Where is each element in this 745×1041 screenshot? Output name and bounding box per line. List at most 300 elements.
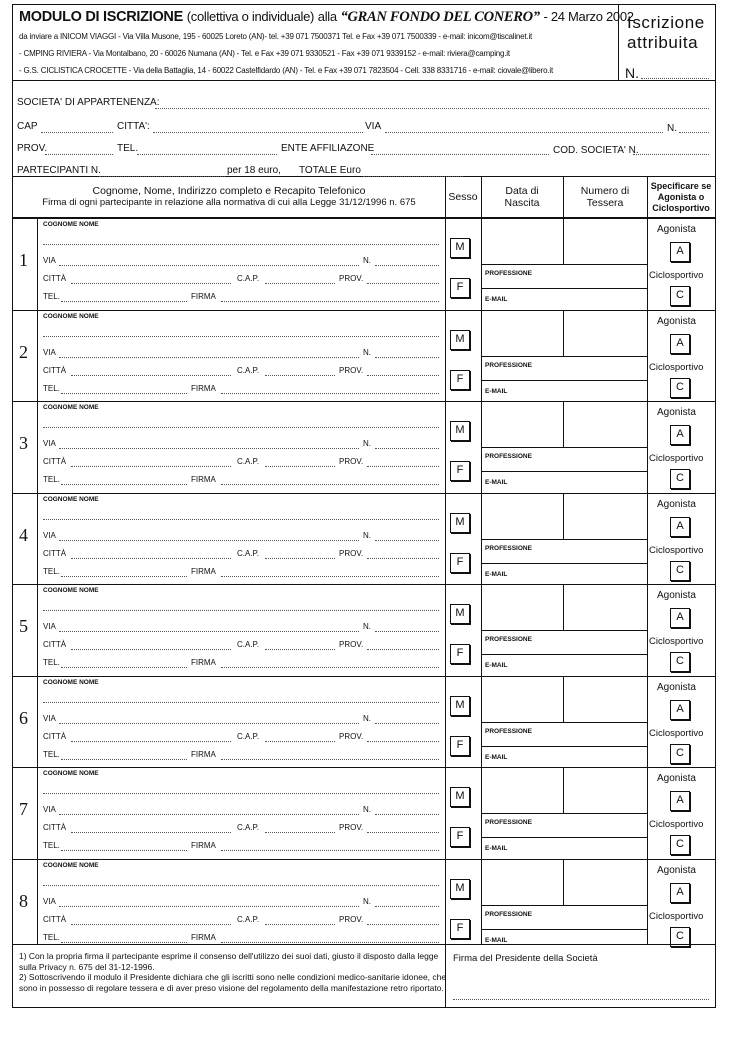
cap-label: C.A.P. <box>237 366 260 375</box>
header-spec-line1: Specificare se <box>650 180 712 191</box>
cell-divider <box>481 539 647 540</box>
tel-label: TEL. <box>43 567 60 576</box>
professione-label: PROFESSIONE <box>485 270 532 277</box>
tel-field[interactable] <box>61 759 187 760</box>
col-divider-numero <box>563 584 564 630</box>
per-label: per 18 euro, <box>227 165 281 176</box>
cell-divider <box>481 929 647 930</box>
tel-field[interactable] <box>61 667 187 668</box>
cell-divider <box>481 813 647 814</box>
cell-divider <box>481 630 647 631</box>
firma-field[interactable] <box>221 484 439 485</box>
row-divider <box>13 493 715 494</box>
firma-label: FIRMA <box>191 475 216 484</box>
n-label: N. <box>363 714 371 723</box>
cod-label: COD. SOCIETA' N. <box>553 145 639 156</box>
prov-field[interactable] <box>45 154 113 155</box>
sex-male-checkbox[interactable]: M <box>450 879 470 899</box>
n-field[interactable] <box>375 265 439 266</box>
cognome-nome-field[interactable] <box>43 519 439 520</box>
header-cognome <box>13 177 445 218</box>
n-field[interactable] <box>375 448 439 449</box>
via-field[interactable] <box>59 357 359 358</box>
agonista-checkbox[interactable]: A <box>670 517 690 537</box>
badge-title <box>627 13 705 53</box>
ciclosportivo-label: Ciclosportivo <box>649 362 704 373</box>
participant-row <box>13 401 715 493</box>
ciclosportivo-checkbox[interactable]: C <box>670 835 690 855</box>
footer-note-1: 1) Con la propria firma il partecipante esprime il consenso dell'utilizzo dei suoi dati, giusto il disposto dalla legge sulla Privacy n. 675 del 31-12-1996. <box>19 951 439 972</box>
col-divider-numero <box>563 859 564 905</box>
badge-number-field[interactable] <box>641 78 709 79</box>
cap-field[interactable] <box>265 466 335 467</box>
contact-line-3: - G.S. CICLISTICA CROCETTE - Via della Battaglia, 14 - 60022 Castelfidardo (AN) - Tel. e Fax +39 071 7823504 - Cell. 338 8331716 - e-mail: ciovale@libero.it <box>19 66 554 75</box>
email-label: E-MAIL <box>485 845 508 852</box>
firma-label: FIRMA <box>191 841 216 850</box>
sex-female-checkbox[interactable]: F <box>450 644 470 664</box>
cognome-nome-field[interactable] <box>43 793 439 794</box>
registration-form <box>12 4 716 1008</box>
participant-row <box>13 676 715 768</box>
prov-field[interactable] <box>367 649 439 650</box>
cap-label: C.A.P. <box>237 457 260 466</box>
n-label: N. <box>363 805 371 814</box>
row-number: 4 <box>19 525 28 545</box>
agonista-checkbox[interactable]: A <box>670 334 690 354</box>
ciclosportivo-label: Ciclosportivo <box>649 636 704 647</box>
sex-female-checkbox[interactable]: F <box>450 461 470 481</box>
footer-divider <box>13 944 715 945</box>
row-number: 7 <box>19 799 28 819</box>
cap-field[interactable] <box>265 283 335 284</box>
via-label: VIA <box>43 897 56 906</box>
prov-label: PROV. <box>339 823 364 832</box>
cognome-nome-label: COGNOME NOME <box>43 679 99 686</box>
citta-field[interactable] <box>71 466 231 467</box>
header-numero-line1: Numero di <box>580 185 630 197</box>
tel-field[interactable] <box>61 484 187 485</box>
professione-label: PROFESSIONE <box>485 819 532 826</box>
badge-line-1: Iscrizione <box>627 13 705 32</box>
cap-field[interactable] <box>265 924 335 925</box>
badge-number-label: N. <box>625 65 639 81</box>
cod-field[interactable] <box>633 154 709 155</box>
cell-divider <box>481 356 647 357</box>
header-data-line1: Data di <box>505 185 539 197</box>
ciclosportivo-label: Ciclosportivo <box>649 728 704 739</box>
title-event: “GRAN FONDO DEL CONERO” <box>340 9 540 25</box>
sex-female-checkbox[interactable]: F <box>450 827 470 847</box>
via-field[interactable] <box>59 631 359 632</box>
tel-field[interactable] <box>137 154 277 155</box>
n-label: N. <box>667 123 677 134</box>
participant-row <box>13 859 715 951</box>
cell-divider <box>481 722 647 723</box>
via-label: VIA <box>365 121 382 132</box>
cap-label: C.A.P. <box>237 915 260 924</box>
cognome-nome-label: COGNOME NOME <box>43 221 99 228</box>
cognome-nome-field[interactable] <box>43 610 439 611</box>
tel-label: TEL. <box>43 384 60 393</box>
via-label: VIA <box>43 622 56 631</box>
citta-field[interactable] <box>71 375 231 376</box>
row-number: 1 <box>19 250 28 270</box>
professione-label: PROFESSIONE <box>485 453 532 460</box>
citta-label: CITTA': <box>117 121 150 132</box>
cell-divider <box>481 746 647 747</box>
sex-female-checkbox[interactable]: F <box>450 370 470 390</box>
col-divider-numero-head <box>563 177 564 218</box>
header-data <box>481 177 563 218</box>
ciclosportivo-checkbox[interactable]: C <box>670 378 690 398</box>
title-paren: (collettiva o individuale) <box>186 9 315 24</box>
tel-field[interactable] <box>61 576 187 577</box>
sex-female-checkbox[interactable]: F <box>450 736 470 756</box>
email-label: E-MAIL <box>485 937 508 944</box>
row-divider <box>13 859 715 860</box>
col-divider-numero <box>563 767 564 813</box>
sex-male-checkbox[interactable]: M <box>450 787 470 807</box>
agonista-label: Agonista <box>657 590 696 601</box>
firma-label: FIRMA <box>191 292 216 301</box>
cell-divider <box>481 380 647 381</box>
ciclosportivo-checkbox[interactable]: C <box>670 469 690 489</box>
col-divider-numero <box>563 676 564 722</box>
header-col1-line2: Firma di ogni partecipante in relazione alla normativa di cui alla Legge 31/12/1996 n. 675 <box>42 197 416 208</box>
prov-label: PROV. <box>339 640 364 649</box>
row-divider <box>13 401 715 402</box>
badge-line-2: attribuita <box>627 33 699 52</box>
citta-label: CITTÀ <box>43 549 67 558</box>
firma-field[interactable] <box>221 667 439 668</box>
via-label: VIA <box>43 348 56 357</box>
header-data-line2: Nascita <box>504 197 540 209</box>
firma-field[interactable] <box>221 393 439 394</box>
tel-field[interactable] <box>61 393 187 394</box>
col-divider-numero <box>563 401 564 447</box>
tel-label: TEL. <box>43 750 60 759</box>
footer-note-2: 2) Sottoscrivendo il modulo il Presidente dichiara che gli iscritti sono nelle condizioni medico-sanitarie idonee, che sono in possesso di regolare tessera e di aver preso visione del regolamento della manifestazione retro riportato. <box>19 972 447 993</box>
n-label: N. <box>363 897 371 906</box>
email-label: E-MAIL <box>485 479 508 486</box>
n-label: N. <box>363 622 371 631</box>
tel-label: TEL. <box>43 658 60 667</box>
header-sesso-text: Sesso <box>448 191 478 203</box>
sex-male-checkbox[interactable]: M <box>450 696 470 716</box>
cap-field[interactable] <box>265 375 335 376</box>
cognome-nome-label: COGNOME NOME <box>43 862 99 869</box>
n-label: N. <box>363 531 371 540</box>
citta-label: CITTÀ <box>43 274 67 283</box>
via-label: VIA <box>43 531 56 540</box>
agonista-label: Agonista <box>657 865 696 876</box>
agonista-checkbox[interactable]: A <box>670 608 690 628</box>
prov-field[interactable] <box>367 924 439 925</box>
prov-field[interactable] <box>367 466 439 467</box>
sex-male-checkbox[interactable]: M <box>450 604 470 624</box>
agonista-checkbox[interactable]: A <box>670 242 690 262</box>
cap-label: C.A.P. <box>237 549 260 558</box>
n-field[interactable] <box>375 357 439 358</box>
totale-label: TOTALE Euro <box>299 165 361 176</box>
row-number: 6 <box>19 708 28 728</box>
professione-label: PROFESSIONE <box>485 728 532 735</box>
prov-field[interactable] <box>367 832 439 833</box>
n-field[interactable] <box>375 540 439 541</box>
cap-field[interactable] <box>265 649 335 650</box>
prov-label: PROV. <box>339 549 364 558</box>
tel-label: TEL. <box>117 143 139 154</box>
cell-divider <box>481 837 647 838</box>
citta-label: CITTÀ <box>43 915 67 924</box>
via-label: VIA <box>43 439 56 448</box>
cap-label: C.A.P. <box>237 274 260 283</box>
form-title <box>19 9 634 26</box>
via-field[interactable] <box>59 906 359 907</box>
title-alla: alla <box>317 9 337 24</box>
ciclosportivo-checkbox[interactable]: C <box>670 927 690 947</box>
prov-field[interactable] <box>367 375 439 376</box>
col-divider-numero <box>563 310 564 356</box>
ente-field[interactable] <box>371 154 549 155</box>
ciclosportivo-label: Ciclosportivo <box>649 545 704 556</box>
row-divider <box>13 676 715 677</box>
prov-field[interactable] <box>367 283 439 284</box>
prov-label: PROV. <box>339 457 364 466</box>
n-field[interactable] <box>375 814 439 815</box>
cognome-nome-label: COGNOME NOME <box>43 404 99 411</box>
title-main: MODULO DI ISCRIZIONE <box>19 9 183 25</box>
n-label: N. <box>363 256 371 265</box>
prov-label: PROV. <box>17 143 48 154</box>
cap-field[interactable] <box>265 558 335 559</box>
ciclosportivo-checkbox[interactable]: C <box>670 561 690 581</box>
n-field[interactable] <box>375 631 439 632</box>
title-date: - 24 Marzo 2002 <box>543 9 634 24</box>
header-numero <box>563 177 647 218</box>
row-number: 8 <box>19 891 28 911</box>
cell-divider <box>481 264 647 265</box>
cognome-nome-label: COGNOME NOME <box>43 770 99 777</box>
header-spec-line2: Agonista o <box>657 191 705 202</box>
societa-label: SOCIETA' DI APPARTENENZA: <box>17 97 160 108</box>
professione-label: PROFESSIONE <box>485 362 532 369</box>
cognome-nome-field[interactable] <box>43 427 439 428</box>
cap-field[interactable] <box>265 741 335 742</box>
prov-label: PROV. <box>339 732 364 741</box>
firma-label: FIRMA <box>191 567 216 576</box>
sex-female-checkbox[interactable]: F <box>450 278 470 298</box>
professione-label: PROFESSIONE <box>485 545 532 552</box>
cap-label: C.A.P. <box>237 640 260 649</box>
via-label: VIA <box>43 805 56 814</box>
registration-badge <box>619 5 715 81</box>
firma-label: FIRMA <box>191 658 216 667</box>
firma-field[interactable] <box>221 576 439 577</box>
citta-label: CITTÀ <box>43 366 67 375</box>
email-label: E-MAIL <box>485 296 508 303</box>
cognome-nome-field[interactable] <box>43 885 439 886</box>
cap-label: CAP <box>17 121 38 132</box>
societa-field[interactable] <box>155 108 709 109</box>
row-divider <box>13 767 715 768</box>
row-divider <box>13 310 715 311</box>
tel-label: TEL. <box>43 933 60 942</box>
participant-row <box>13 310 715 402</box>
sex-male-checkbox[interactable]: M <box>450 330 470 350</box>
ciclosportivo-label: Ciclosportivo <box>649 911 704 922</box>
col-divider-numero <box>563 218 564 264</box>
row-number: 5 <box>19 616 28 636</box>
sex-male-checkbox[interactable]: M <box>450 238 470 258</box>
agonista-label: Agonista <box>657 773 696 784</box>
tel-field[interactable] <box>61 942 187 943</box>
cell-divider <box>481 447 647 448</box>
citta-field[interactable] <box>71 649 231 650</box>
via-field[interactable] <box>59 814 359 815</box>
ente-label: ENTE AFFILIAZONE <box>281 143 375 154</box>
citta-label: CITTÀ <box>43 640 67 649</box>
citta-label: CITTÀ <box>43 823 67 832</box>
footer-notes <box>19 951 449 993</box>
ciclosportivo-checkbox[interactable]: C <box>670 286 690 306</box>
tel-label: TEL. <box>43 475 60 484</box>
prov-field[interactable] <box>367 558 439 559</box>
presidente-signature-field[interactable] <box>453 999 709 1000</box>
citta-field[interactable] <box>71 283 231 284</box>
citta-field[interactable] <box>153 132 363 133</box>
header-sesso <box>445 177 481 218</box>
agonista-label: Agonista <box>657 499 696 510</box>
cap-label: C.A.P. <box>237 823 260 832</box>
agonista-label: Agonista <box>657 316 696 327</box>
via-field[interactable] <box>385 132 663 133</box>
firma-label: FIRMA <box>191 384 216 393</box>
email-label: E-MAIL <box>485 754 508 761</box>
sex-male-checkbox[interactable]: M <box>450 513 470 533</box>
n-field[interactable] <box>375 906 439 907</box>
firma-field[interactable] <box>221 759 439 760</box>
agonista-checkbox[interactable]: A <box>670 883 690 903</box>
row-divider <box>13 218 715 219</box>
header-specificare <box>647 177 715 218</box>
n-label: N. <box>363 348 371 357</box>
ciclosportivo-label: Ciclosportivo <box>649 819 704 830</box>
sex-female-checkbox[interactable]: F <box>450 919 470 939</box>
email-label: E-MAIL <box>485 571 508 578</box>
participant-row <box>13 767 715 859</box>
prov-label: PROV. <box>339 915 364 924</box>
header-spec-line3: Ciclosportivo <box>652 202 710 213</box>
cognome-nome-field[interactable] <box>43 244 439 245</box>
citta-field[interactable] <box>71 741 231 742</box>
sex-male-checkbox[interactable]: M <box>450 421 470 441</box>
sex-female-checkbox[interactable]: F <box>450 553 470 573</box>
form-header <box>13 5 634 81</box>
header-col1-line1: Cognome, Nome, Indirizzo completo e Recapito Telefonico <box>92 185 366 197</box>
ciclosportivo-checkbox[interactable]: C <box>670 744 690 764</box>
cap-field[interactable] <box>41 132 113 133</box>
participant-row <box>13 218 715 310</box>
tel-field[interactable] <box>61 301 187 302</box>
via-label: VIA <box>43 714 56 723</box>
agonista-checkbox[interactable]: A <box>670 425 690 445</box>
via-field[interactable] <box>59 540 359 541</box>
cognome-nome-field[interactable] <box>43 336 439 337</box>
email-label: E-MAIL <box>485 662 508 669</box>
agonista-label: Agonista <box>657 407 696 418</box>
participant-row <box>13 584 715 676</box>
via-field[interactable] <box>59 723 359 724</box>
cognome-nome-label: COGNOME NOME <box>43 313 99 320</box>
n-label: N. <box>363 439 371 448</box>
row-number: 3 <box>19 433 28 453</box>
society-section <box>13 81 715 177</box>
agonista-label: Agonista <box>657 682 696 693</box>
via-field[interactable] <box>59 448 359 449</box>
via-label: VIA <box>43 256 56 265</box>
cognome-nome-label: COGNOME NOME <box>43 496 99 503</box>
professione-label: PROFESSIONE <box>485 636 532 643</box>
cognome-nome-label: COGNOME NOME <box>43 587 99 594</box>
agonista-checkbox[interactable]: A <box>670 700 690 720</box>
col-divider-numero <box>563 493 564 539</box>
tel-field[interactable] <box>61 850 187 851</box>
citta-field[interactable] <box>71 558 231 559</box>
cell-divider <box>481 654 647 655</box>
ciclosportivo-label: Ciclosportivo <box>649 270 704 281</box>
row-divider <box>13 584 715 585</box>
contact-line-2: - CMPING RIVIERA - Via Montalbano, 20 - 60026 Numana (AN) - Tel. e Fax +39 071 9330521 - Fax +39 071 9339152 - e-mail: riviera@camping.it <box>19 49 510 58</box>
cell-divider <box>481 471 647 472</box>
row-number: 2 <box>19 342 28 362</box>
header-numero-line2: Tessera <box>586 197 624 209</box>
contact-line-1: da inviare a INICOM VIAGGI - Via Villa Musone, 195 - 60025 Loreto (AN)- tel. +39 071 7500371 Tel. e Fax +39 071 7500339 - e-mail: inicom@tiscalinet.it <box>19 32 533 41</box>
prov-field[interactable] <box>367 741 439 742</box>
partecipanti-label: PARTECIPANTI N. <box>17 165 101 176</box>
n-field[interactable] <box>679 132 709 133</box>
firma-field[interactable] <box>221 850 439 851</box>
ciclosportivo-checkbox[interactable]: C <box>670 652 690 672</box>
presidente-label: Firma del Presidente della Società <box>453 953 598 964</box>
citta-label: CITTÀ <box>43 732 67 741</box>
agonista-checkbox[interactable]: A <box>670 791 690 811</box>
professione-label: PROFESSIONE <box>485 911 532 918</box>
email-label: E-MAIL <box>485 388 508 395</box>
cap-field[interactable] <box>265 832 335 833</box>
cell-divider <box>481 288 647 289</box>
prov-label: PROV. <box>339 274 364 283</box>
citta-label: CITTÀ <box>43 457 67 466</box>
participant-row <box>13 493 715 585</box>
citta-field[interactable] <box>71 832 231 833</box>
citta-field[interactable] <box>71 924 231 925</box>
tel-label: TEL. <box>43 841 60 850</box>
agonista-label: Agonista <box>657 224 696 235</box>
firma-label: FIRMA <box>191 933 216 942</box>
firma-field[interactable] <box>221 942 439 943</box>
ciclosportivo-label: Ciclosportivo <box>649 453 704 464</box>
firma-field[interactable] <box>221 301 439 302</box>
prov-label: PROV. <box>339 366 364 375</box>
via-field[interactable] <box>59 265 359 266</box>
cell-divider <box>481 905 647 906</box>
cap-label: C.A.P. <box>237 732 260 741</box>
cell-divider <box>481 563 647 564</box>
firma-label: FIRMA <box>191 750 216 759</box>
cognome-nome-field[interactable] <box>43 702 439 703</box>
n-field[interactable] <box>375 723 439 724</box>
